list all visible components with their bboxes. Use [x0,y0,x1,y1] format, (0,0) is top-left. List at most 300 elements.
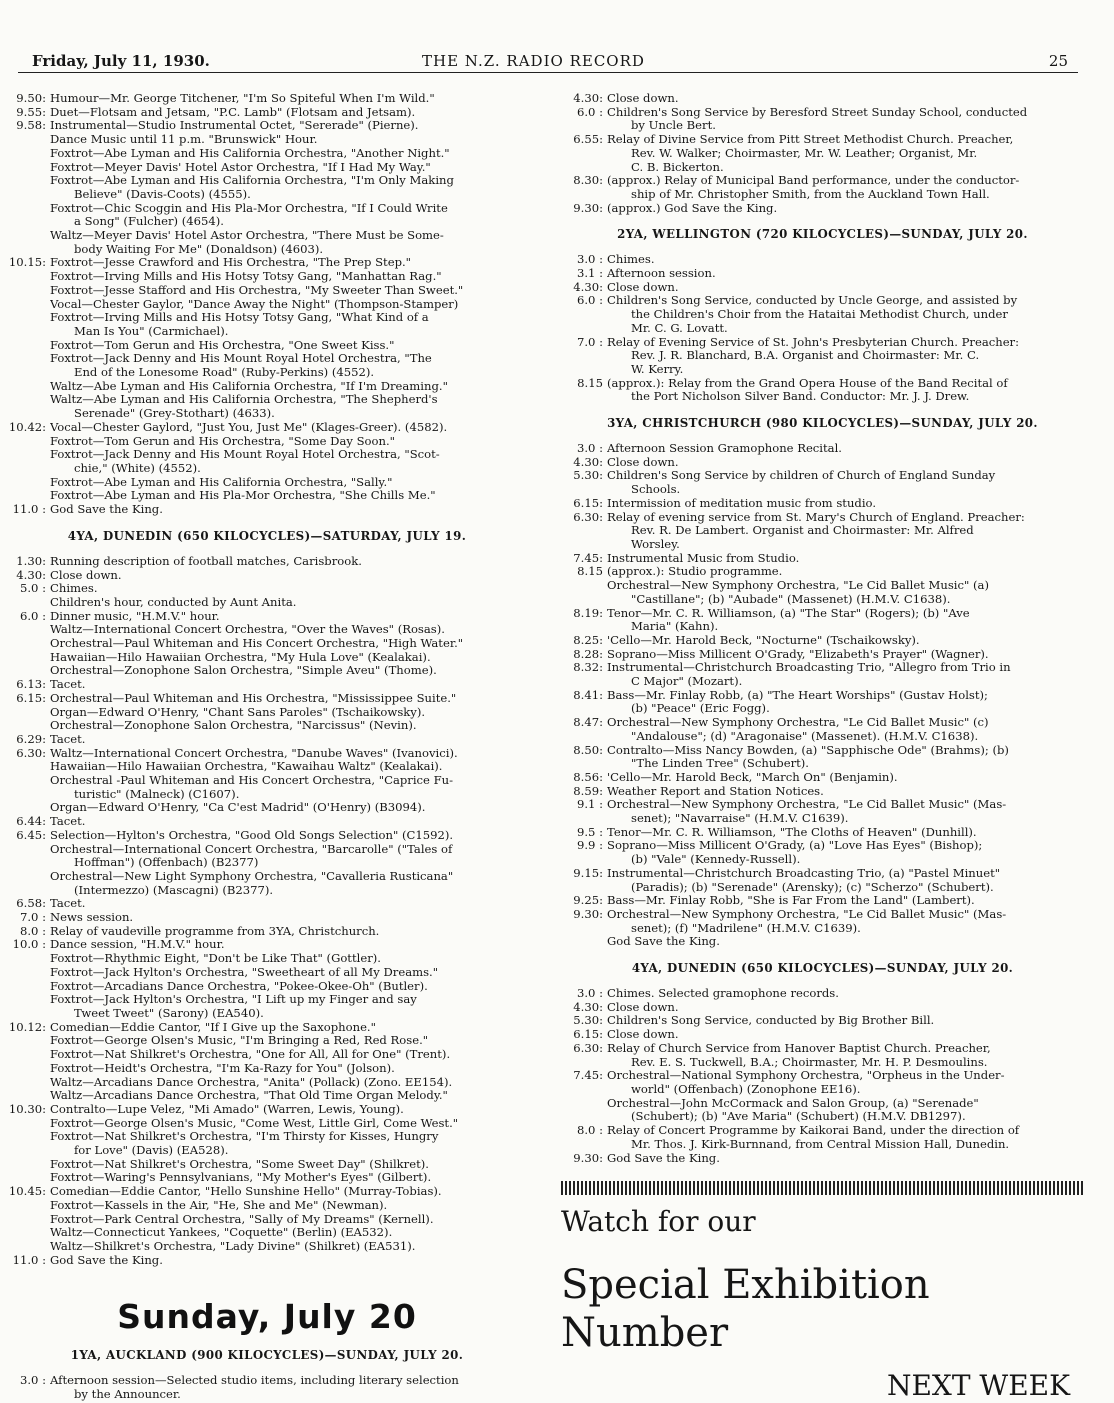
station-heading: 1YA, AUCKLAND (900 KILOCYCLES)—SUNDAY, JULY 20. [70,1348,464,1363]
programme-item: Foxtrot—Jack Hylton's Orchestra, "I Lift up my Finger and say [50,993,417,1007]
programme-line [561,1097,1084,1111]
programme-time [4,706,50,720]
programme-time [561,1097,607,1111]
programme-time: 3.0 : [576,986,603,1001]
programme-time [561,188,607,202]
programme-time: 4.30: [573,91,603,105]
programme-time [4,1388,50,1402]
programme-item: (b) "Vale" (Kennedy-Russell). [631,853,801,867]
programme-item: God Save the King. [50,503,163,517]
programme-line [561,744,1084,758]
programme-line [4,284,530,298]
programme-item: Children's Song Service, conducted by Uncle George, and assisted by [607,294,1018,308]
programme-item: Selection—Hylton's Orchestra, "Good Old Songs Selection" (C1592). [50,828,454,842]
programme-time: 10.45: [8,1184,46,1199]
programme-line [561,579,1084,593]
programme-time: 3.0 : [19,1373,46,1388]
programme-line [4,243,530,257]
programme-time: 6.0 : [576,293,603,308]
programme-time: 8.47: [573,715,603,730]
programme-line [561,119,1084,133]
programme-item: Orchestral—Paul Whiteman and His Orchestra, "Mississippee Suite." [50,691,457,705]
programme-time [4,1007,50,1021]
programme-time: 4.30: [16,567,46,582]
programme-line [4,719,530,733]
programme-line [561,1110,1084,1124]
advert-line-1: Watch for our [561,1205,756,1239]
programme-line [4,980,530,994]
programme-line [4,760,530,774]
programme-line [4,256,530,270]
programme-line [4,555,530,569]
programme-line [4,1034,530,1048]
programme-time [4,243,50,257]
programme-line [561,294,1084,308]
programme-item: Orchestral -Paul Whiteman and His Concert Orchestra, "Caprice Fu- [50,774,454,788]
programme-time [4,1226,50,1240]
programme-line [4,747,530,761]
programme-line [4,801,530,815]
programme-item: C Major" (Mozart). [631,675,743,689]
programme-time [561,675,607,689]
programme-line [4,1103,530,1117]
programme-item: Foxtrot—George Olsen's Music, "I'm Bringing a Red, Red Rose." [50,1034,429,1048]
programme-line [561,1001,1084,1015]
programme-item: Foxtrot—Park Central Orchestra, "Sally of My Dreams" (Kernell). [50,1212,434,1226]
programme-item: Schools. [631,483,681,497]
programme-item: (Paradis); (b) "Serenade" (Arensky); (c) "Scherzo" (Schubert). [631,880,994,894]
programme-item: Waltz—Shilkret's Orchestra, "Lady Divine" (Shilkret) (EA531). [50,1239,416,1253]
programme-time [4,188,50,202]
programme-item: by Uncle Bert. [631,119,716,133]
programme-line [4,1388,530,1402]
programme-item: Mr. C. G. Lovatt. [631,321,728,335]
programme-line [4,106,530,120]
programme-time: 4.30: [573,279,603,294]
programme-time [4,1130,50,1144]
programme-line [4,774,530,788]
programme-item: Close down. [607,1028,679,1042]
station-heading: 2YA, WELLINGTON (720 KILOCYCLES)—SUNDAY, JULY 20. [617,227,1028,242]
programme-item: God Save the King. [50,1253,163,1267]
programme-time [561,1138,607,1152]
programme-time [4,1048,50,1062]
programme-time [4,133,50,147]
programme-time: 8.30: [573,173,603,188]
programme-time: 9.9 : [576,838,603,853]
programme-line [561,675,1084,689]
programme-line [4,623,530,637]
programme-item: Waltz—Abe Lyman and His California Orchestra, "The Shepherd's [50,393,438,407]
programme-time: 8.15 [577,375,603,390]
programme-line [4,147,530,161]
programme-time [4,1089,50,1103]
programme-item: Foxtrot—Abe Lyman and His California Orchestra, "I'm Only Making [50,174,454,188]
programme-time [4,637,50,651]
programme-item: Relay of evening service from St. Mary's Church of England. Preacher: [607,510,1025,524]
programme-item: Rev. W. Walker; Choirmaster, Mr. W. Leather; Organist, Mr. [631,146,978,160]
programme-time [4,1158,50,1172]
programme-line [561,1014,1084,1028]
programme-time [4,1240,50,1254]
programme-item: Relay of Divine Service from Pitt Street Methodist Church. Preacher, [607,133,1014,147]
programme-line [4,843,530,857]
programme-line [561,281,1084,295]
programme-line [561,390,1084,404]
programme-line [561,161,1084,175]
programme-line [561,771,1084,785]
programme-line [4,421,530,435]
programme-line [4,966,530,980]
programme-time [4,623,50,637]
programme-time: 4.30: [573,999,603,1014]
programme-time [4,856,50,870]
programme-item: Foxtrot—Meyer Davis' Hotel Astor Orchestra, "If I Had My Way." [50,160,431,174]
programme-line [4,582,530,596]
programme-item: Foxtrot—Kassels in the Air, "He, She and Me" (Newman). [50,1198,388,1212]
programme-line [4,706,530,720]
programme-line [4,1254,530,1268]
programme-line [4,1185,530,1199]
programme-line [561,524,1084,538]
programme-line [561,661,1084,675]
section-title: Sunday, July 20 [117,1297,417,1337]
programme-line [4,393,530,407]
programme-time: 8.32: [573,660,603,675]
programme-item: Contralto—Miss Nancy Bowden, (a) "Sapphische Ode" (Brahms); (b) [607,743,1009,757]
programme-item: chie," (White) (4552). [74,461,201,475]
programme-time [4,664,50,678]
programme-line [561,538,1084,552]
page-header [18,50,1078,73]
programme-item: "Andalouse"; (d) "Aragonaise" (Massenet). (H.M.V. C1638). [631,729,979,743]
programme-line [561,188,1084,202]
programme-item: Tenor—Mr. C. R. Williamson, "The Cloths of Heaven" (Dunhill). [607,825,977,839]
programme-time: 6.58: [16,896,46,911]
programme-time: 9.58: [16,118,46,133]
programme-line [4,1213,530,1227]
programme-item: Contralto—Lupe Velez, "Mi Amado" (Warren, Lewis, Young). [50,1102,404,1116]
programme-item: Close down. [607,455,679,469]
programme-line [4,870,530,884]
programme-time: 8.0 : [576,1123,603,1138]
programme-item: Afternoon Session Gramophone Recital. [607,442,842,456]
programme-item: Maria" (Kahn). [631,620,719,634]
programme-item: Foxtrot—George Olsen's Music, "Come West, Little Girl, Come West." [50,1116,459,1130]
programme-line [561,511,1084,525]
programme-item: Foxtrot—Jesse Crawford and His Orchestra, "The Prep Step." [50,256,412,270]
programme-line [4,897,530,911]
programme-line [561,1124,1084,1138]
programme-line [561,853,1084,867]
programme-line [561,593,1084,607]
programme-line [4,119,530,133]
programme-line [4,1144,530,1158]
programme-item: Foxtrot—Jack Hylton's Orchestra, "Sweetheart of all My Dreams." [50,965,439,979]
programme-time [4,596,50,610]
programme-item: Organ—Edward O'Henry, "Ca C'est Madrid" (O'Henry) (B3094). [50,801,426,815]
programme-time [4,884,50,898]
programme-item: Foxtrot—Waring's Pennsylvanians, "My Mother's Eyes" (Gilbert). [50,1171,432,1185]
programme-item: Rev. E. S. Tuckwell, B.A.; Choirmaster, Mr. H. P. Desmoulins. [631,1055,988,1069]
page-number: 25 [1048,52,1068,70]
programme-item: Tacet. [50,897,86,911]
programme-line [561,894,1084,908]
programme-item: God Save the King. [607,1151,720,1165]
programme-item: (approx.): Relay from the Grand Opera House of the Band Recital of [607,376,1008,390]
programme-time: 6.30: [16,745,46,760]
programme-item: Orchestral—Paul Whiteman and His Concert Orchestra, "High Water." [50,637,464,651]
station-heading: 4YA, DUNEDIN (650 KILOCYCLES)—SATURDAY, JULY 19. [67,528,467,543]
programme-item: Duet—Flotsam and Jetsam, "P.C. Lamb" (Flotsam and Jetsam). [50,105,416,119]
programme-time [4,393,50,407]
programme-line [4,569,530,583]
programme-time: 3.1 : [576,266,603,281]
programme-time [4,202,50,216]
programme-time: 9.30: [573,1150,603,1165]
programme-item: Foxtrot—Tom Gerun and His Orchestra, "Some Day Soon." [50,434,396,448]
programme-time [561,620,607,634]
programme-line [561,322,1084,336]
programme-time: 9.1 : [576,797,603,812]
programme-item: (approx.) God Save the King. [607,201,778,215]
programme-line [4,298,530,312]
programme-item: Close down. [607,1000,679,1014]
programme-time [4,366,50,380]
programme-item: "The Linden Tree" (Schubert). [631,757,809,771]
programme-line [4,1130,530,1144]
programme-line [561,133,1084,147]
programme-line [4,1240,530,1254]
programme-item: Humour—Mr. George Titchener, "I'm So Spiteful When I'm Wild." [50,92,435,105]
programme-line [4,448,530,462]
programme-time [4,311,50,325]
programme-line [4,925,530,939]
programme-item: Foxtrot—Jack Denny and His Mount Royal Hotel Orchestra, "Scot- [50,448,440,462]
programme-item: Instrumental—Christchurch Broadcasting Trio, "Allegro from Trio in [607,661,1011,675]
programme-item: W. Kerry. [631,362,684,376]
programme-line [561,1028,1084,1042]
programme-time: 6.0 : [576,104,603,119]
programme-time [4,651,50,665]
programme-line [4,1199,530,1213]
programme-time [4,147,50,161]
programme-time [4,325,50,339]
programme-time: 8.50: [573,742,603,757]
programme-item: Foxtrot—Rhythmic Eight, "Don't be Like That" (Gottler). [50,952,381,966]
programme-line [4,489,530,503]
programme-item: Tacet. [50,678,86,692]
programme-line [561,785,1084,799]
programme-time: 7.0 : [576,334,603,349]
programme-item: turistic" (Malneck) (C1607). [74,787,240,801]
programme-time [4,298,50,312]
programme-line [4,993,530,1007]
programme-line [561,620,1084,634]
programme-item: Tweet Tweet" (Sarony) (EA540). [74,1007,264,1020]
programme-item: Rev. J. R. Blanchard, B.A. Organist and Choirmaster: Mr. C. [631,349,980,363]
programme-item: Waltz—International Concert Orchestra, "Over the Waves" (Rosas). [50,623,445,637]
programme-item: body Waiting For Me" (Donaldson) (4603). [74,242,324,256]
programme-item: Orchestral—Zonophone Salon Orchestra, "Simple Aveu" (Thome). [50,664,437,678]
programme-item: Foxtrot—Abe Lyman and His California Orchestra, "Another Night." [50,146,450,160]
programme-time [4,489,50,503]
programme-line [561,1152,1084,1166]
programme-line [4,788,530,802]
programme-time: 9.30: [573,200,603,215]
programme-line [561,552,1084,566]
programme-time [561,935,607,949]
programme-time [4,1199,50,1213]
programme-item: Hoffman") (Offenbach) (B2377) [74,856,259,870]
programme-item: (approx.): Studio programme. [607,565,783,579]
programme-line [561,377,1084,391]
programme-line [4,1226,530,1240]
programme-line [4,380,530,394]
programme-time [4,407,50,421]
programme-item: (Intermezzo) (Mascagni) (B2377). [74,883,274,897]
programme-time: 5.0 : [19,581,46,596]
programme-line [4,407,530,421]
programme-item: Close down. [607,280,679,294]
programme-line [561,253,1084,267]
programme-time [561,1110,607,1124]
programme-time [4,229,50,243]
programme-line [4,1076,530,1090]
programme-line [4,692,530,706]
programme-line [4,503,530,517]
programme-item: Orchestral—John McCormack and Salon Group, (a) "Serenade" [607,1096,979,1110]
decorative-rule [561,1181,1084,1195]
programme-line [561,908,1084,922]
programme-item: Man Is You" (Carmichael). [74,324,229,338]
programme-item: (b) "Peace" (Eric Fogg). [631,702,770,716]
programme-item: Relay of Evening Service of St. John's Presbyterian Church. Preacher: [607,335,1020,349]
programme-line [561,1042,1084,1056]
programme-item: Foxtrot—Abe Lyman and His Pla-Mor Orchestra, "She Chills Me." [50,489,436,503]
programme-time: 6.15: [573,1027,603,1042]
programme-item: Foxtrot—Nat Shilkret's Orchestra, "One for All, All for One" (Trent). [50,1048,451,1062]
programme-time [561,881,607,895]
advert-line-2: Special Exhibition Number [561,1262,930,1357]
programme-item: Foxtrot—Arcadians Dance Orchestra, "Pokee-Okee-Oh" (Butler). [50,979,428,993]
programme-item: (Schubert); (b) "Ave Maria" (Schubert) (H.M.V. DB1297). [631,1110,966,1124]
programme-time [4,1117,50,1131]
programme-item: Orchestral—New Symphony Orchestra, "Le Cid Ballet Music" (a) [607,579,989,593]
programme-line [4,92,530,106]
programme-item: Orchestral—National Symphony Orchestra, "Orpheus in the Under- [607,1069,1005,1083]
programme-time: 8.28: [573,646,603,661]
programme-item: Foxtrot—Abe Lyman and His California Orchestra, "Sally." [50,475,393,489]
programme-time: 10.42: [8,419,46,434]
programme-item: Comedian—Eddie Cantor, "If I Give up the Saxophone." [50,1020,376,1034]
programme-time: 10.0 : [12,937,46,952]
programme-item: Children's Song Service, conducted by Big Brother Bill. [607,1014,935,1028]
programme-item: 'Cello—Mr. Harold Beck, "Nocturne" (Tschaikowsky). [607,633,920,647]
station-heading: 4YA, DUNEDIN (650 KILOCYCLES)—SUNDAY, JULY 20. [631,961,1014,976]
programme-time: 9.25: [573,893,603,908]
programme-line [4,352,530,366]
programme-line [561,839,1084,853]
programme-line [561,812,1084,826]
programme-item: Foxtrot—Heidt's Orchestra, "I'm Ka-Razy for You" (Jolson). [50,1061,395,1075]
programme-line [4,815,530,829]
programme-item: Soprano—Miss Millicent O'Grady, (a) "Love Has Eyes" (Bishop); [607,839,983,853]
programme-item: Instrumental—Christchurch Broadcasting Trio, (a) "Pastel Minuet" [607,866,1001,880]
programme-time: 5.30: [573,1013,603,1028]
programme-item: Tacet. [50,732,86,746]
programme-item: Bass—Mr. Finlay Robb, "She is Far From the Land" (Lambert). [607,894,975,908]
programme-item: Chimes. [50,582,98,596]
programme-item: Orchestral—New Symphony Orchestra, "Le Cid Ballet Music" (Mas- [607,798,1007,812]
programme-time: 8.0 : [19,923,46,938]
programme-time [561,119,607,133]
programme-line [561,469,1084,483]
programme-time [4,352,50,366]
programme-item: world" (Offenbach) (Zonophone EE16). [631,1083,861,1096]
programme-time [561,1083,607,1097]
programme-time [4,1062,50,1076]
programme-item: Close down. [50,568,122,582]
programme-item: (approx.) Relay of Municipal Band performance, under the conductor- [607,174,1020,188]
programme-time: 3.0 : [576,252,603,267]
programme-time [561,390,607,404]
programme-line [4,884,530,898]
programme-item: Vocal—Chester Gaylor, "Dance Away the Night" (Thompson-Stamper) [50,297,459,311]
programme-time [4,270,50,284]
programme-line [561,935,1084,949]
programme-time: 6.55: [573,132,603,147]
programme-time: 9.5 : [576,824,603,839]
programme-line [561,267,1084,281]
programme-item: C. B. Bickerton. [631,160,724,174]
programme-line [4,366,530,380]
programme-item: Rev. R. De Lambert. Organist and Choirmaster: Mr. Alfred [631,524,974,538]
programme-item: Intermission of meditation music from studio. [607,496,877,510]
programme-time: 8.56: [573,769,603,784]
programme-time: 3.0 : [576,441,603,456]
programme-item: Waltz—Arcadians Dance Orchestra, "Anita" (Pollack) (Zono. EE154). [50,1075,453,1089]
programme-item: Foxtrot—Jack Denny and His Mount Royal Hotel Orchestra, "The [50,352,432,366]
programme-item: the Port Nicholson Silver Band. Conductor: Mr. J. J. Drew. [631,390,970,404]
programme-line [4,311,530,325]
station-heading: 3YA, CHRISTCHURCH (980 KILOCYCLES)—SUNDAY, JULY 20. [607,416,1038,431]
programme-time: 8.19: [573,605,603,620]
programme-item: Mr. Thos. J. Kirk-Burnnand, from Central Mission Hall, Dunedin. [631,1137,1010,1151]
programme-time: 7.45: [573,1068,603,1083]
programme-time: 6.29: [16,731,46,746]
programme-time [4,843,50,857]
programme-item: Children's Song Service by Beresford Street Sunday School, conducted [607,105,1028,119]
programme-line [561,1138,1084,1152]
programme-time: 5.30: [573,468,603,483]
programme-item: Foxtrot—Jesse Stafford and His Orchestra, "My Sweeter Than Sweet." [50,283,464,297]
programme-item: Comedian—Eddie Cantor, "Hello Sunshine Hello" (Murray-Tobias). [50,1185,442,1199]
programme-item: Orchestral—New Symphony Orchestra, "Le Cid Ballet Music" (c) [607,716,989,730]
programme-time: 10.12: [8,1019,46,1034]
programme-time: 8.41: [573,687,603,702]
programme-line [561,1056,1084,1070]
programme-item: Weather Report and Station Notices. [607,784,824,798]
programme-line [561,702,1084,716]
programme-item: Waltz—International Concert Orchestra, "Danube Waves" (Ivanovici). [50,746,458,760]
programme-time [4,1076,50,1090]
programme-line [4,229,530,243]
programme-line [4,1089,530,1103]
programme-line [561,730,1084,744]
programme-time: 11.0 : [12,1252,46,1267]
programme-item: Close down. [607,92,679,105]
